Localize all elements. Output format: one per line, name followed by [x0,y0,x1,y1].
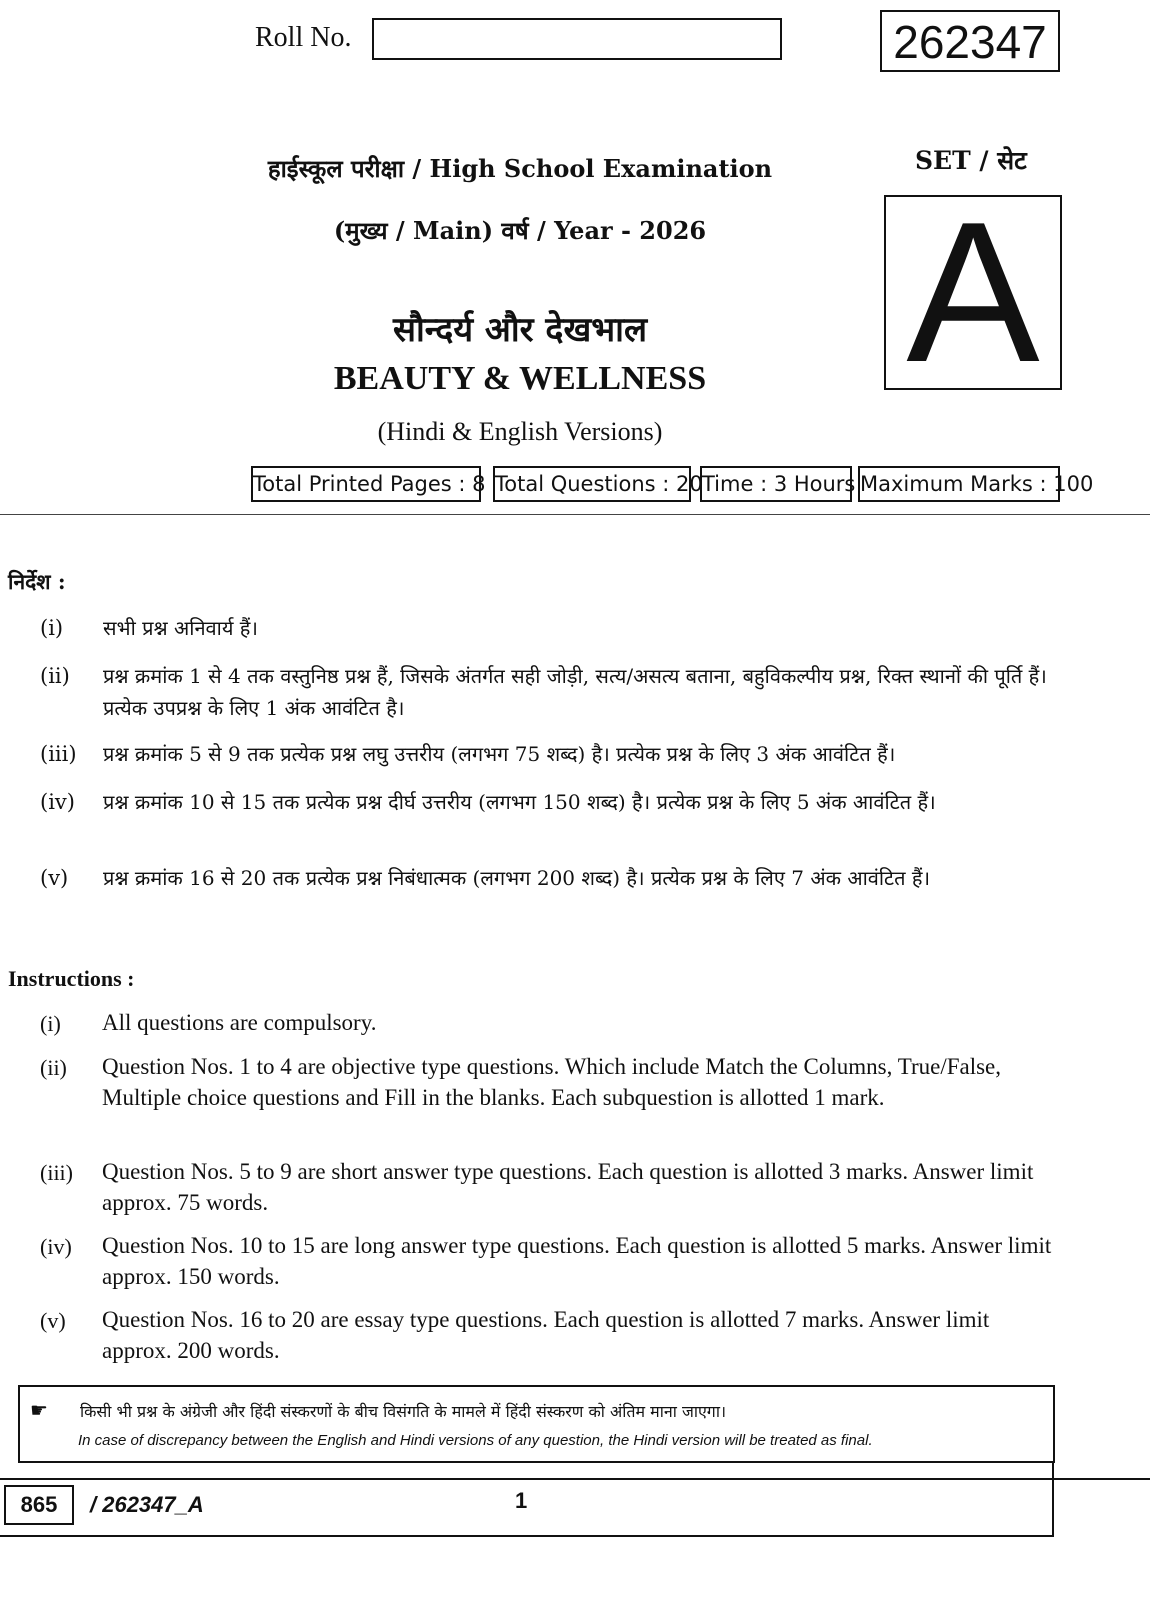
en-item-num: (v) [40,1308,66,1333]
en-item-num: (iv) [40,1234,72,1259]
page-number: 1 [515,1488,528,1513]
en-item-text: Question Nos. 10 to 15 are long answer type questions. Each question is allotted 5 marks. Answer limit approx. 150 words. [102,1233,1052,1289]
exam-year: (मुख्य / Main) वर्ष / Year - 2026 [333,216,707,245]
discrepancy-note-english: In case of discrepancy between the English and Hindi versions of any question, the Hindi version will be treated as final. [78,1432,873,1449]
time-limit: Time : 3 Hours [700,466,852,502]
hi-item-num: (i) [40,616,64,640]
en-item-text: Question Nos. 5 to 9 are short answer type questions. Each question is allotted 3 marks. Answer limit approx. 75 words. [102,1159,1034,1215]
hi-item-text: प्रश्न क्रमांक 1 से 4 तक वस्तुनिष्ठ प्रश्न हैं, जिसके अंतर्गत सही जोड़ी, सत्य/असत्य बताना, बहुविकल्पीय प्रश्न, रिक्त स्थानों की पूर्ति हैं। प्रत्येक उपप्रश्न के लिए 1 अंक आवंटित है। [103,664,1047,720]
hi-item-text: प्रश्न क्रमांक 10 से 15 तक प्रत्येक प्रश्न दीर्घ उत्तरीय (लगभग 150 शब्द) है। प्रत्येक प्रश्न के लिए 5 अंक आवंटित हैं। [103,790,936,814]
paper-code: 262347 [880,10,1060,72]
hi-item-text: प्रश्न क्रमांक 16 से 20 तक प्रत्येक प्रश्न निबंधात्मक (लगभग 200 शब्द) है। प्रत्येक प्रश्न के लिए 7 अंक आवंटित हैं। [103,866,931,890]
en-item-text: All questions are compulsory. [102,1010,377,1035]
footer-rule [0,1478,1150,1480]
discrepancy-note-hindi: किसी भी प्रश्न के अंग्रेजी और हिंदी संस्करणों के बीच विसंगति के मामले में हिंदी संस्करण को अंतिम माना जाएगा। [80,1402,727,1421]
en-item-text: Question Nos. 1 to 4 are objective type questions. Which include Match the Columns, True/False, Multiple choice questions and Fill in the blanks. Each subquestion is allotted 1 mark. [102,1054,1002,1110]
instructions-hindi-heading: निर्देश : [8,569,66,594]
en-item-num: (ii) [40,1055,67,1080]
hi-item-num: (ii) [40,664,70,688]
instructions-english-heading: Instructions : [8,966,135,991]
exam-name: हाईस्कूल परीक्षा / High School Examination [267,154,773,183]
subject-hindi: सौन्दर्य और देखभाल [392,310,648,350]
discrepancy-note-box [18,1385,1055,1463]
hi-item-num: (iii) [40,742,77,766]
set-value: A [884,195,1062,390]
hi-item-num: (v) [40,866,69,890]
subject-english: BEAUTY & WELLNESS [333,360,707,397]
footer-rule [1052,1463,1054,1535]
pointing-hand-icon: ☛ [30,1398,48,1422]
roll-no-box [372,18,782,60]
total-pages: Total Printed Pages : 8 [251,466,481,502]
footer-paper-code: / 262347_A [90,1492,204,1517]
en-item-text: Question Nos. 16 to 20 are essay type questions. Each question is allotted 7 marks. Answer limit approx. 200 words. [102,1307,990,1363]
total-questions: Total Questions : 20 [493,466,691,502]
en-item-num: (iii) [40,1160,73,1185]
footer-rule [0,1535,1054,1537]
hi-item-num: (iv) [40,790,75,814]
versions-note: (Hindi & English Versions) [377,417,663,446]
maximum-marks: Maximum Marks : 100 [858,466,1060,502]
footer-box-number: 865 [4,1485,74,1525]
hi-item-text: सभी प्रश्न अनिवार्य हैं। [103,616,259,640]
hi-item-text: प्रश्न क्रमांक 5 से 9 तक प्रत्येक प्रश्न लघु उत्तरीय (लगभग 75 शब्द) है। प्रत्येक प्रश्न के लिए 3 अंक आवंटित हैं। [103,742,896,766]
roll-no-label: Roll No. [255,22,352,53]
set-label: SET / सेट [915,146,1027,175]
divider [0,514,1150,515]
en-item-num: (i) [40,1011,61,1036]
